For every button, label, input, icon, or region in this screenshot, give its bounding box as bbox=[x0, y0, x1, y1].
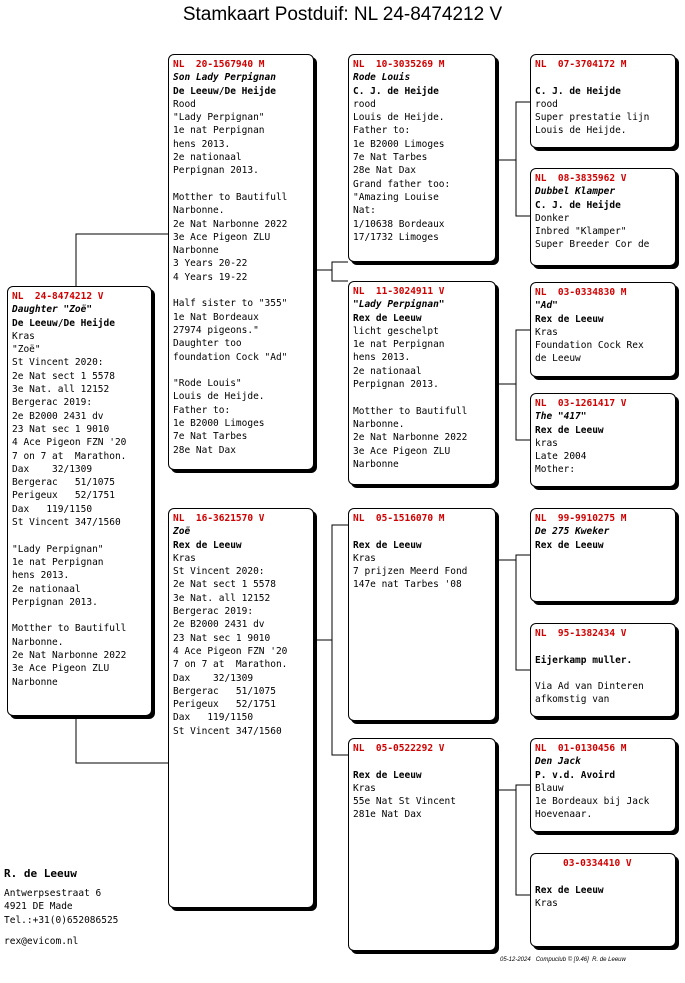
connector-ff-parents bbox=[516, 102, 530, 216]
notes: Kras St Vincent 2020: 2e Nat sect 1 5578 3e Nat. all 12152 Bergerac 2019: 2e B2000 2431 dv 23 Nat sec 1 9010 4 Ace Pigeon FZN '20 7 on 7 at Marathon. Dax 32/1309 Bergerac 51/1075 Perigeux 52/1751 Dax 119/1150 St Vincent 347/1560 bbox=[173, 552, 288, 737]
card-mff bbox=[530, 508, 676, 602]
spacer bbox=[535, 667, 671, 680]
ring-number: NL 03-0334830 M bbox=[535, 287, 627, 298]
card-mfm bbox=[530, 623, 676, 717]
card-father-father bbox=[348, 54, 496, 262]
page-title: Stamkaart Postduif: NL 24-8474212 V bbox=[182, 4, 503, 25]
card-mmf bbox=[530, 738, 676, 832]
connector-subject-mother bbox=[76, 716, 168, 763]
breeder-name: R. de Leeuw bbox=[4, 867, 77, 880]
notes: Kras 7 prijzen Meerd Fond 147e nat Tarbes '08 bbox=[353, 552, 468, 591]
pigeon-name: Dubbel Klamper bbox=[535, 186, 616, 198]
notes: kras Late 2004 Mother: bbox=[535, 437, 587, 476]
owner: C. J. de Heijde bbox=[535, 199, 621, 211]
card-father bbox=[168, 54, 314, 470]
owner: Rex de Leeuw bbox=[173, 539, 242, 551]
card-fff bbox=[530, 54, 676, 148]
card-mother-father bbox=[348, 508, 496, 721]
owner: Rex de Leeuw bbox=[353, 312, 422, 324]
card-subject bbox=[7, 286, 152, 716]
ring-number: NL 11-3024911 V bbox=[353, 286, 445, 297]
ring-number: NL 99-9910275 M bbox=[535, 513, 627, 524]
ring-number: NL 08-3835962 V bbox=[535, 173, 627, 184]
notes: rood Louis de Heijde. Father to: 1e B2000 Limoges 7e Nat Tarbes 28e Nat Dax Grand father too: "Amazing Louise Nat: 1/10638 Bordeaux 17/1732 Limoges bbox=[353, 98, 451, 243]
connector-mm-parents bbox=[516, 785, 530, 895]
owner: De Leeuw/De Heijde bbox=[173, 85, 276, 97]
connector-mother-grandparents bbox=[332, 525, 348, 755]
ring-number: NL 16-3621570 V bbox=[173, 513, 265, 524]
ring-number: NL 05-0522292 V bbox=[353, 743, 445, 754]
owner: Rex de Leeuw bbox=[353, 539, 422, 551]
ring-number: NL 95-1382434 V bbox=[535, 628, 627, 639]
owner: Rex de Leeuw bbox=[535, 313, 604, 325]
ring-number: NL 05-1516070 M bbox=[353, 513, 445, 524]
owner: De Leeuw/De Heijde bbox=[12, 317, 115, 329]
ring-number: NL 03-1261417 V bbox=[535, 398, 627, 409]
ring-number: NL 24-8474212 V bbox=[12, 291, 104, 302]
pigeon-name: Zoë bbox=[173, 526, 191, 538]
spacer bbox=[535, 870, 671, 883]
breeder-email: rex@evicom.nl bbox=[4, 936, 79, 947]
notes: Kras bbox=[535, 897, 558, 909]
ring-number: NL 07-3704172 M bbox=[535, 59, 627, 70]
notes: Donker Inbred "Klamper" Super Breeder Cor de bbox=[535, 212, 650, 251]
ring-number: NL 20-1567940 M bbox=[173, 59, 265, 70]
card-mother-mother bbox=[348, 738, 496, 951]
card-mmm bbox=[530, 853, 676, 947]
card-mother bbox=[168, 508, 314, 908]
pigeon-name bbox=[353, 755, 491, 768]
pigeon-name bbox=[353, 525, 491, 538]
breeder-city: 4921 DE Made bbox=[4, 901, 73, 912]
notes: rood Super prestatie lijn Louis de Heijde. bbox=[535, 98, 650, 137]
ring-number: 03-0334410 V bbox=[563, 858, 632, 869]
ring-number: NL 01-0130456 M bbox=[535, 743, 627, 754]
notes: Via Ad van Dinteren afkomstig van bbox=[535, 681, 644, 706]
connector-subject-father bbox=[76, 234, 168, 286]
card-fmf bbox=[530, 282, 676, 377]
card-ffm bbox=[530, 168, 676, 266]
owner: Rex de Leeuw bbox=[535, 539, 604, 551]
pigeon-name bbox=[535, 71, 671, 84]
notes: Kras "Zoë" St Vincent 2020: 2e Nat sect 1 5578 3e Nat. all 12152 Bergerac 2019: 2e B2000 2431 dv 23 Nat sec 1 9010 4 Ace Pigeon FZN '20 7 on 7 at Marathon. Dax 32/1309 Bergerac 51/1075 Perigeux 52/1751 Dax 119/1150 St Vincent 347/1560 "Lady Perpignan" 1e nat Perpignan hens 2013. 2e nationaal Perpignan 2013. Motther to Bautifull Narbonne. 2e Nat Narbonne 2022 3e Ace Pigeon ZLU Narbonne bbox=[12, 330, 127, 688]
breeder-contact bbox=[4, 867, 118, 949]
connector-father-grandparents bbox=[332, 262, 348, 281]
owner: Rex de Leeuw bbox=[535, 424, 604, 436]
pigeon-name: De 275 Kweker bbox=[535, 526, 610, 538]
card-fmm bbox=[530, 393, 676, 487]
pigeon-name: The "417" bbox=[535, 411, 587, 423]
print-footer: 05-12-2024 Compuclub © [9.46] R. de Leeuw bbox=[500, 957, 626, 963]
pigeon-name: Son Lady Perpignan bbox=[173, 72, 276, 84]
card-father-mother bbox=[348, 281, 496, 485]
spacer bbox=[535, 640, 671, 653]
pigeon-name: "Ad" bbox=[535, 300, 558, 312]
pigeon-name: "Lady Perpignan" bbox=[353, 299, 445, 311]
pigeon-name: Rode Louis bbox=[353, 72, 411, 84]
owner: C. J. de Heijde bbox=[535, 85, 621, 97]
pigeon-name: Den Jack bbox=[535, 756, 581, 768]
notes: Kras Foundation Cock Rex de Leeuw bbox=[535, 326, 644, 365]
connector-mf-parents bbox=[516, 555, 530, 670]
connector-fm-parents bbox=[516, 330, 530, 440]
breeder-address: Antwerpsestraat 6 bbox=[4, 887, 102, 899]
notes: Kras 55e Nat St Vincent 281e Nat Dax bbox=[353, 782, 456, 821]
owner: Eijerkamp muller. bbox=[535, 654, 633, 666]
notes: Rood "Lady Perpignan" 1e nat Perpignan hens 2013. 2e nationaal Perpignan 2013. Motther to Bautifull Narbonne. 2e Nat Narbonne 2022 3e Ace Pigeon ZLU Narbonne 3 Years 20-22 4 Years 19-22 Half sister to "355" 1e Nat Bordeaux 27974 pigeons." Daughter too foundation Cock "Ad" "Rode Louis" Louis de Heijde. Father to: 1e B2000 Limoges 7e Nat Tarbes 28e Nat Dax bbox=[173, 98, 288, 456]
notes: licht geschelpt 1e nat Perpignan hens 2013. 2e nationaal Perpignan 2013. Motther to Bautifull Narbonne. 2e Nat Narbonne 2022 3e Ace Pigeon ZLU Narbonne bbox=[353, 325, 468, 470]
owner: C. J. de Heijde bbox=[353, 85, 439, 97]
owner: P. v.d. Avoird bbox=[535, 769, 616, 781]
owner: Rex de Leeuw bbox=[535, 884, 604, 896]
pigeon-name: Daughter "Zoë" bbox=[12, 304, 93, 316]
notes: Blauw 1e Bordeaux bij Jack Hoevenaar. bbox=[535, 782, 650, 821]
breeder-phone: Tel.:+31(0)652086525 bbox=[4, 914, 119, 926]
owner: Rex de Leeuw bbox=[353, 769, 422, 781]
ring-number: NL 10-3035269 M bbox=[353, 59, 445, 70]
